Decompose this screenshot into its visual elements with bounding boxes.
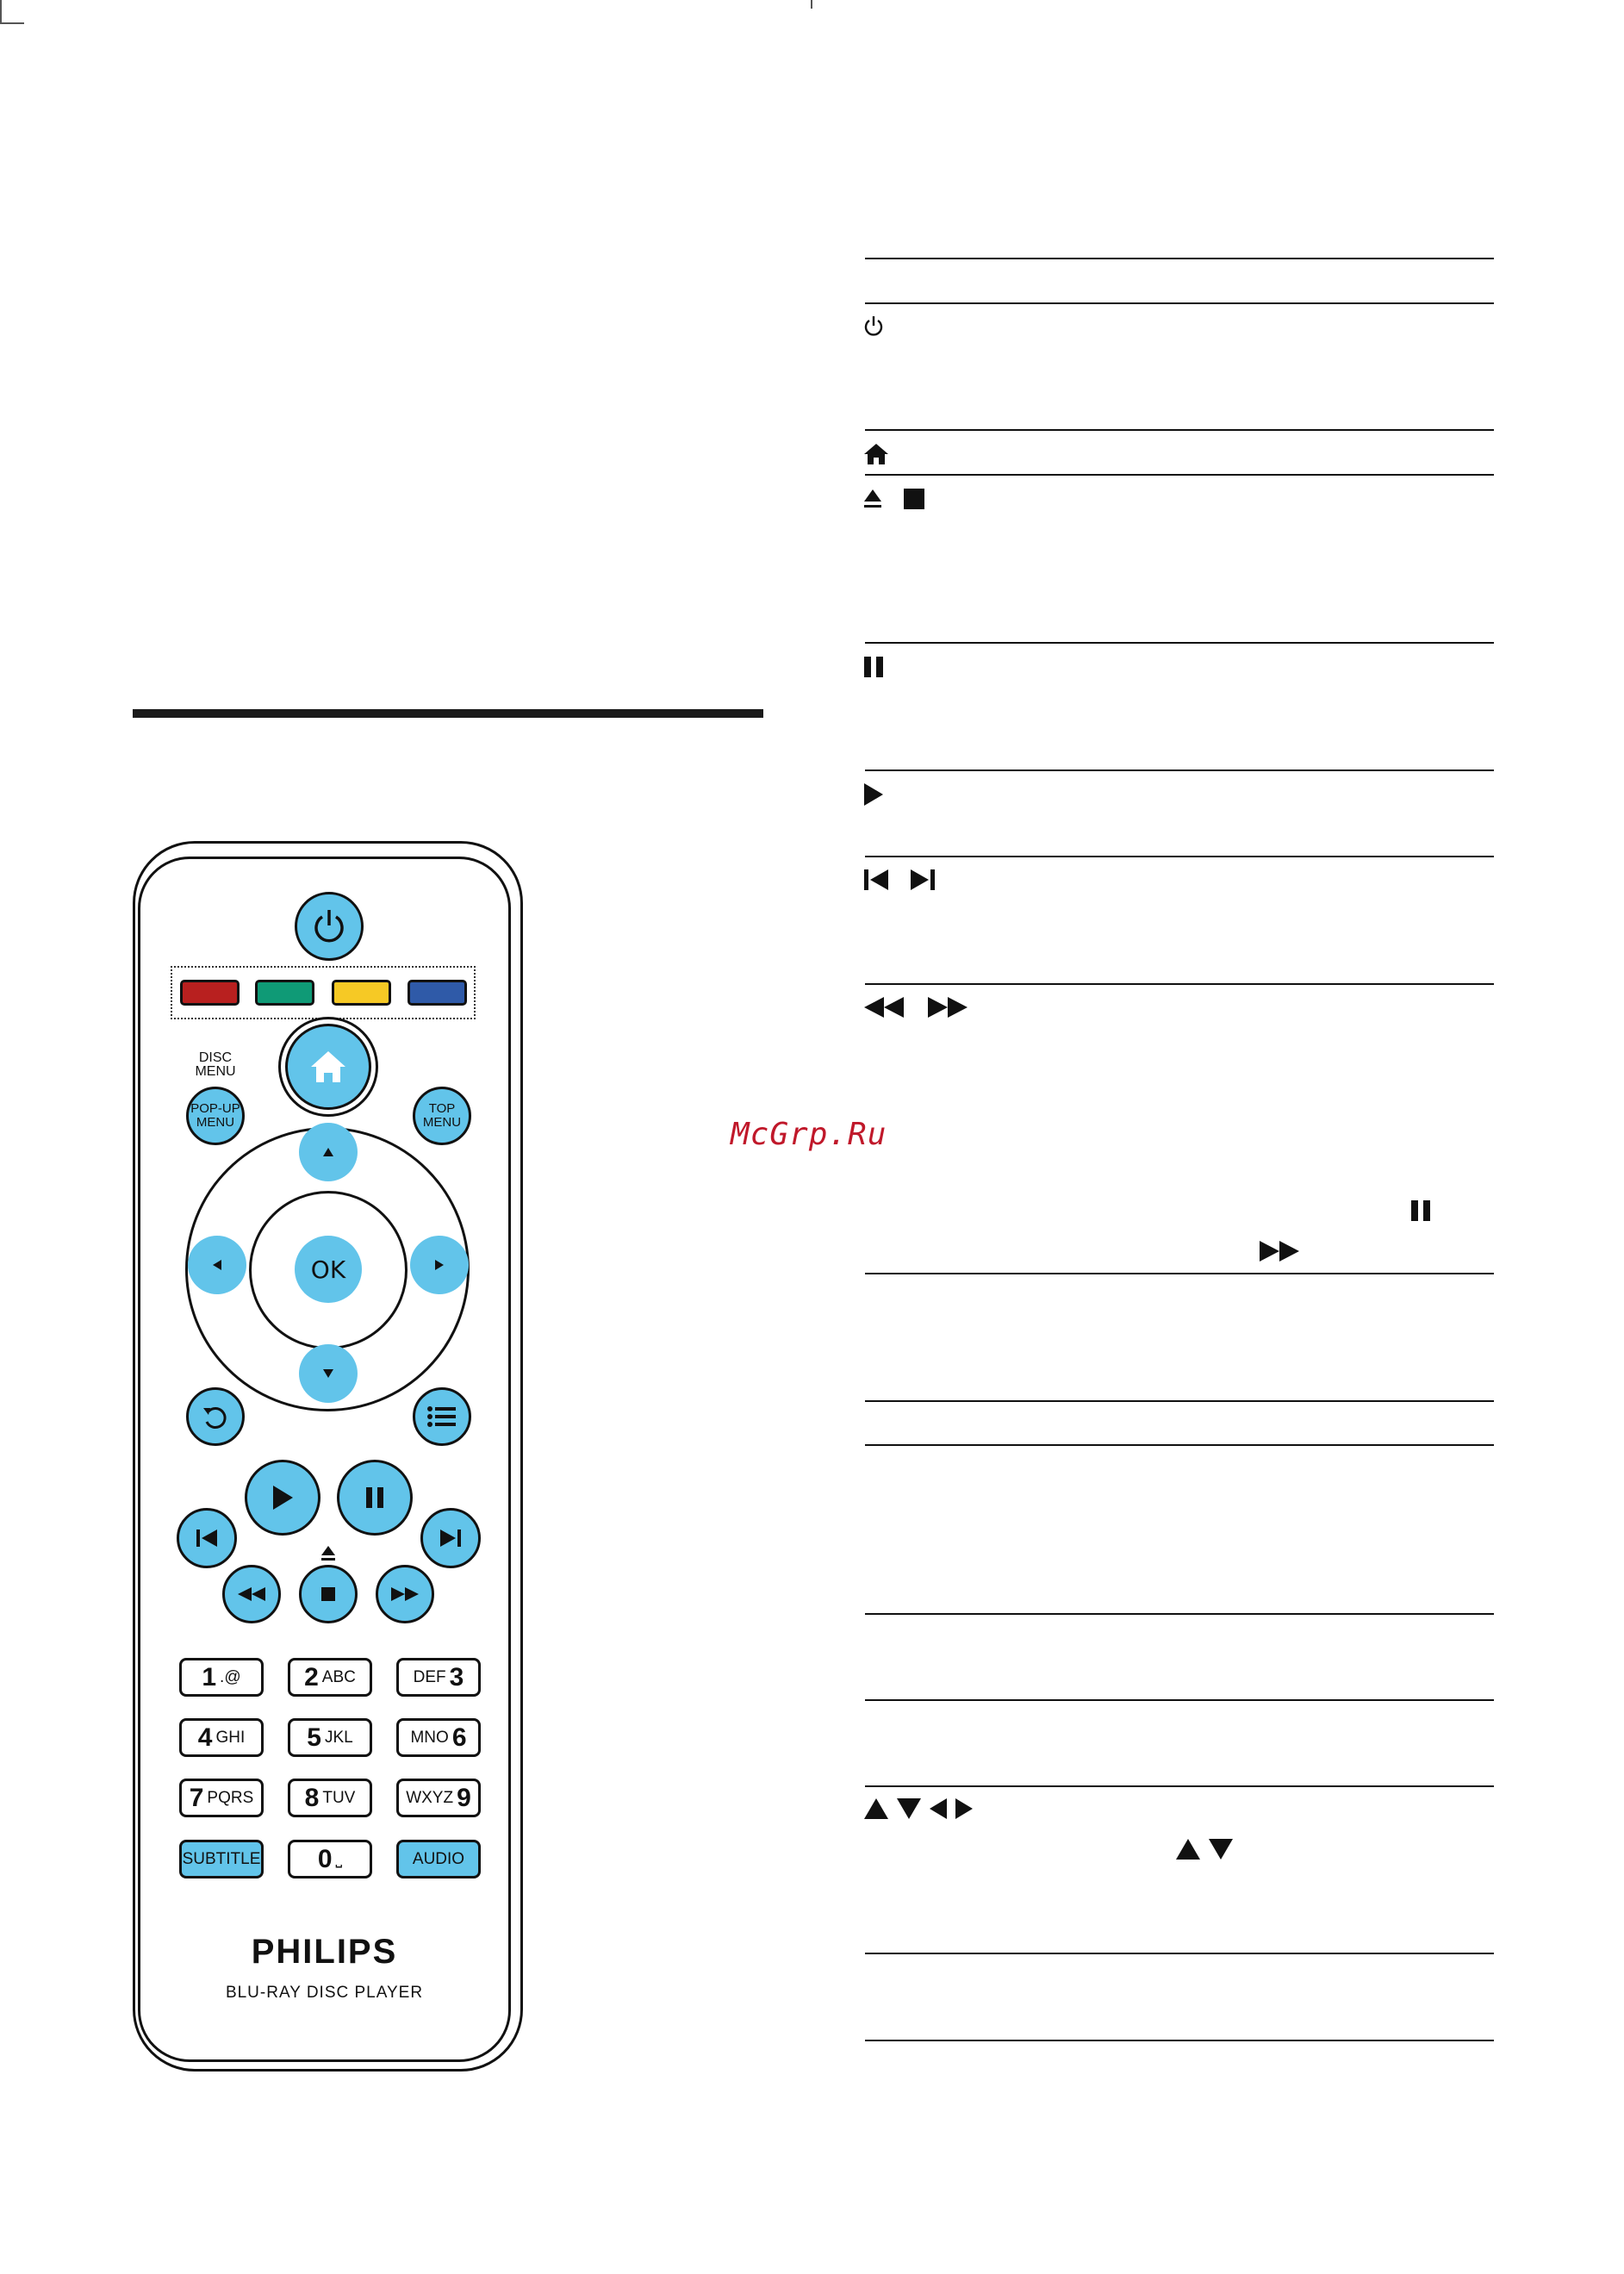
pause-icon: [863, 656, 886, 678]
up-arrow-icon: [322, 1147, 334, 1157]
next-icon: [439, 1529, 462, 1548]
number-key-digit: 2: [304, 1662, 319, 1691]
fast-forward-icon: [390, 1586, 420, 1602]
number-key-letters: GHI: [215, 1728, 246, 1747]
number-key-letters: MNO: [410, 1728, 449, 1747]
table-header-rule: [865, 302, 1494, 304]
table-rule: [865, 1785, 1494, 1787]
table-rule: [865, 769, 1494, 771]
nav-left-button[interactable]: [188, 1236, 246, 1294]
fast-forward-button[interactable]: [376, 1565, 434, 1623]
number-key-digit: 5: [307, 1723, 321, 1752]
table-row-home: [863, 443, 889, 465]
table-rule: [865, 1699, 1494, 1701]
table-rule: [865, 1273, 1494, 1274]
number-key-digit: 1: [202, 1662, 217, 1691]
number-key-letters: ⎵: [335, 1849, 343, 1868]
brand-logo: PHILIPS: [251, 1933, 398, 1971]
number-key-letters: .@: [220, 1667, 241, 1686]
table-row-play: [863, 782, 884, 807]
section-heading-rule: [133, 709, 763, 718]
number-key-letters: PQRS: [207, 1788, 254, 1807]
table-row-power: [863, 315, 884, 338]
ok-label: OK: [310, 1255, 346, 1284]
table-rule: [865, 1613, 1494, 1615]
table-rule: [865, 642, 1494, 644]
top-menu-label: TOP MENU: [422, 1101, 462, 1130]
popup-menu-label: POP-UP MENU: [190, 1101, 240, 1130]
left-arrow-icon: [212, 1259, 222, 1271]
number-key-digit: 4: [197, 1723, 213, 1752]
subtitle-button[interactable]: [179, 1840, 264, 1878]
home-icon: [309, 1050, 347, 1084]
right-arrow-icon: [955, 1797, 974, 1820]
number-key-3[interactable]: [396, 1658, 481, 1697]
power-icon: [312, 908, 346, 944]
number-key-0[interactable]: [288, 1840, 372, 1878]
home-icon: [863, 443, 889, 465]
fast-forward-icon: [1259, 1240, 1300, 1262]
table-rule: [865, 983, 1494, 985]
crop-mark: [811, 0, 812, 9]
rewind-icon: [863, 996, 905, 1019]
pause-icon: [365, 1486, 384, 1509]
table-rule: [865, 429, 1494, 431]
nav-right-button[interactable]: [410, 1236, 469, 1294]
table-rule: [865, 474, 1494, 476]
number-key-6[interactable]: [396, 1718, 481, 1757]
number-key-letters: ABC: [321, 1667, 356, 1686]
nav-down-button[interactable]: [299, 1344, 358, 1403]
inline-up-down-icons: [1175, 1838, 1234, 1860]
play-icon: [863, 782, 884, 807]
pause-button[interactable]: [337, 1460, 413, 1536]
number-key-2[interactable]: [288, 1658, 372, 1697]
fast-forward-icon: [927, 996, 968, 1019]
table-row-eject-stop: [863, 488, 925, 510]
yellow-key[interactable]: [332, 980, 391, 1006]
audio-button[interactable]: [396, 1840, 481, 1878]
number-key-7[interactable]: [179, 1779, 264, 1817]
back-button[interactable]: [186, 1387, 245, 1446]
down-arrow-icon: [896, 1797, 922, 1820]
next-button[interactable]: [420, 1508, 481, 1568]
remote-home-button[interactable]: [285, 1024, 371, 1110]
up-arrow-icon: [1175, 1838, 1201, 1860]
number-key-9[interactable]: [396, 1779, 481, 1817]
previous-icon: [863, 869, 889, 891]
nav-up-button[interactable]: [299, 1123, 358, 1181]
rewind-icon: [237, 1586, 266, 1602]
remote-power-button[interactable]: [295, 892, 364, 961]
number-key-digit: 8: [304, 1783, 320, 1812]
disc-menu-label: DISC MENU: [195, 1050, 236, 1079]
ok-button[interactable]: [295, 1236, 362, 1303]
table-rule: [865, 1444, 1494, 1446]
top-menu-button[interactable]: [413, 1087, 471, 1145]
play-icon: [271, 1485, 294, 1511]
table-top-rule: [865, 258, 1494, 259]
table-rule: [865, 856, 1494, 857]
watermark: McGrp.Ru: [731, 1117, 887, 1152]
number-key-4[interactable]: [179, 1718, 264, 1757]
green-key[interactable]: [255, 980, 314, 1006]
options-icon: [426, 1405, 457, 1428]
number-key-letters: TUV: [322, 1788, 356, 1807]
table-row-navigation: [863, 1797, 974, 1820]
number-key-digit: 3: [449, 1662, 464, 1691]
table-bottom-rule: [865, 2040, 1494, 2041]
crop-mark: [0, 0, 2, 24]
popup-menu-button[interactable]: [186, 1087, 245, 1145]
previous-icon: [196, 1529, 218, 1548]
table-row-prev-next: [863, 869, 936, 891]
table-rule: [865, 1953, 1494, 1954]
eject-icon: [320, 1545, 336, 1562]
table-row-pause: [863, 656, 886, 678]
number-key-letters: DEF: [413, 1667, 446, 1686]
eject-icon: [863, 488, 882, 510]
stop-icon: [320, 1586, 336, 1602]
number-key-letters: WXYZ: [406, 1788, 454, 1807]
table-rule: [865, 1400, 1494, 1402]
stop-button[interactable]: [299, 1565, 358, 1623]
right-arrow-icon: [434, 1259, 445, 1271]
table-row-rewind-forward: [863, 996, 968, 1019]
number-key-digit: 0: [317, 1844, 333, 1873]
number-key-5[interactable]: [288, 1718, 372, 1757]
pause-icon: [1410, 1199, 1433, 1222]
next-icon: [910, 869, 936, 891]
left-arrow-icon: [929, 1797, 948, 1820]
number-key-digit: 7: [189, 1783, 204, 1812]
number-key-8[interactable]: [288, 1779, 372, 1817]
stop-icon: [903, 488, 925, 510]
down-arrow-icon: [322, 1368, 334, 1379]
options-button[interactable]: [413, 1387, 471, 1446]
number-key-digit: 9: [457, 1783, 471, 1812]
back-icon: [200, 1401, 231, 1432]
crop-mark: [0, 22, 24, 24]
product-name: BLU-RAY DISC PLAYER: [225, 1984, 424, 2002]
down-arrow-icon: [1208, 1838, 1234, 1860]
rewind-button[interactable]: [222, 1565, 281, 1623]
power-icon: [863, 315, 884, 338]
previous-button[interactable]: [177, 1508, 237, 1568]
play-button[interactable]: [245, 1460, 320, 1536]
subtitle-label: SUBTITLE: [182, 1849, 261, 1868]
number-key-1[interactable]: [179, 1658, 264, 1697]
number-key-letters: JKL: [324, 1728, 353, 1747]
red-key[interactable]: [180, 980, 240, 1006]
number-key-digit: 6: [451, 1723, 467, 1752]
up-arrow-icon: [863, 1797, 889, 1820]
blue-key[interactable]: [408, 980, 467, 1006]
audio-label: AUDIO: [412, 1849, 465, 1868]
